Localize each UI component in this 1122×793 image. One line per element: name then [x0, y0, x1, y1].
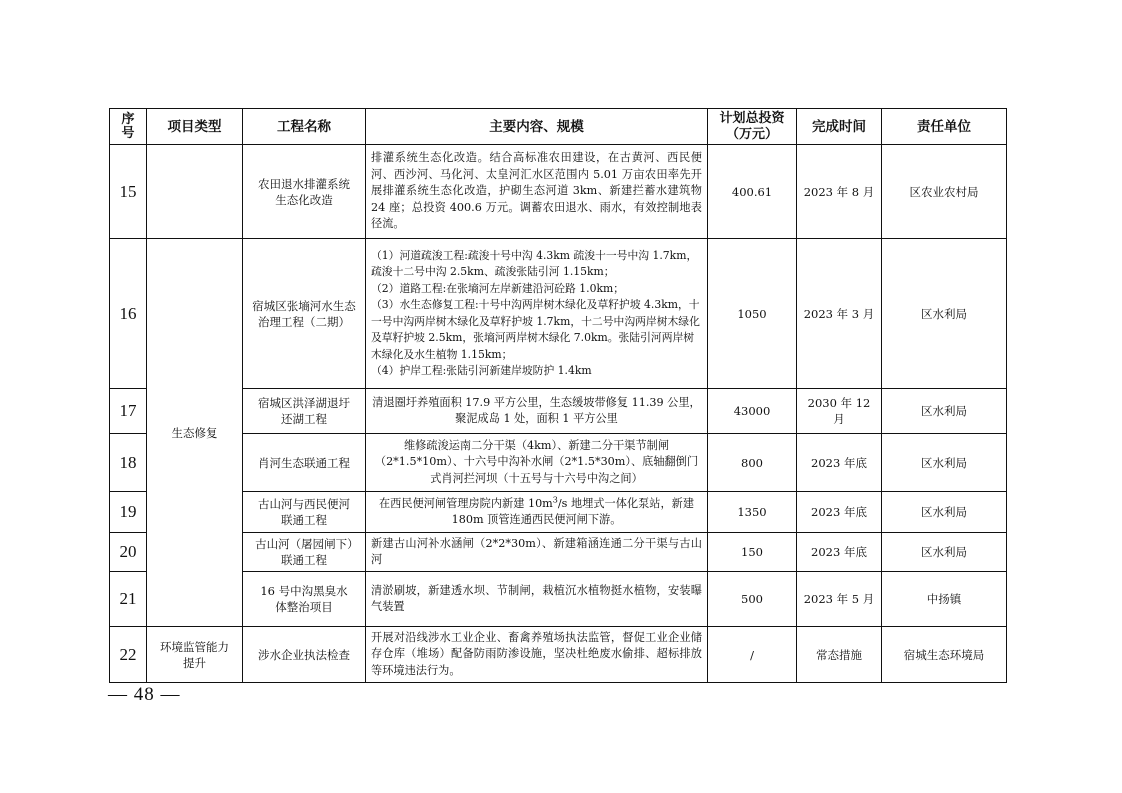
cell-content: 排灌系统生态化改造。结合高标准农田建设，在古黄河、西民便河、西沙河、马化河、太皇河汇水区范围内 5.01 万亩农田率先开展排灌系统生态化改造，护砌生态河道 3km、新建拦蓄水建筑物 24 座；总投资 400.6 万元。调蓄农田退水、雨水，有效控制地表径流。 [366, 145, 708, 239]
cell-time: 2030 年 12 月 [797, 389, 882, 434]
table-row [110, 627, 1007, 683]
cell-investment: 800 [708, 434, 797, 492]
cell-name: 农田退水排灌系统生态化改造 [243, 145, 366, 239]
cell-content: 维修疏浚运南二分干渠（4km）、新建二分干渠节制闸（2*1.5*10m）、十六号中沟补水闸（2*1.5*30m）、底轴翻倒门式肖河拦河坝（十五号与十六号中沟之间） [366, 434, 708, 492]
cell-name: 古山河与西民便河联通工程 [243, 492, 366, 533]
cell-seq: 21 [110, 572, 147, 627]
cell-seq: 22 [110, 627, 147, 683]
header-name: 工程名称 [243, 109, 366, 145]
cell-content [366, 492, 708, 533]
table-container [109, 108, 1007, 683]
cell-seq: 18 [110, 434, 147, 492]
cell-unit: 区水利局 [882, 434, 1007, 492]
cell-name: 肖河生态联通工程 [243, 434, 366, 492]
cell-investment: 43000 [708, 389, 797, 434]
cell-name: 宿城区张墒河水生态治理工程（二期） [243, 239, 366, 389]
header-seq: 序号 [110, 109, 147, 145]
content-line: （2）道路工程:在张墒河左岸新建沿河砼路 1.0km； [371, 281, 625, 295]
table-row [110, 239, 1007, 389]
table-row [110, 533, 1007, 572]
cell-name: 宿城区洪泽湖退圩还湖工程 [243, 389, 366, 434]
header-unit: 责任单位 [882, 109, 1007, 145]
cell-type-empty [147, 145, 243, 239]
header-investment: 计划总投资（万元） [708, 109, 797, 145]
content-sup: 3 [552, 494, 558, 504]
cell-time: 2023 年 3 月 [797, 239, 882, 389]
table-row [110, 389, 1007, 434]
cell-unit: 区水利局 [882, 389, 1007, 434]
cell-seq: 16 [110, 239, 147, 389]
cell-seq: 20 [110, 533, 147, 572]
cell-type: 环境监管能力提升 [147, 627, 243, 683]
cell-seq: 19 [110, 492, 147, 533]
content-pre: 在西民便河闸管理房院内新建 10m [378, 496, 553, 510]
header-time: 完成时间 [797, 109, 882, 145]
cell-time: 2023 年 8 月 [797, 145, 882, 239]
cell-time: 2023 年底 [797, 434, 882, 492]
cell-content: 清淤刷坡，新建透水坝、节制闸，栽植沉水植物挺水植物，安装曝气装置 [366, 572, 708, 627]
header-row [110, 109, 1007, 145]
content-line: （3）水生态修复工程:十号中沟两岸树木绿化及草籽护坡 4.3km，十一号中沟两岸树木绿化及草籽护坡 1.7km，十二号中沟两岸树木绿化及草籽护坡 2.5km，张墒河两岸树木绿化 7.0km。张陆引河两岸树木绿化及水生植物 1.15km； [371, 298, 700, 361]
content-line: （1）河道疏浚工程:疏浚十号中沟 4.3km 疏浚十一号中沟 1.7km，疏浚十二号中沟 2.5km、疏浚张陆引河 1.15km； [371, 248, 698, 278]
cell-unit: 区农业农村局 [882, 145, 1007, 239]
cell-unit: 区水利局 [882, 533, 1007, 572]
content-line: （4）护岸工程:张陆引河新建岸坡防护 1.4km [371, 364, 592, 377]
cell-content [366, 239, 708, 389]
table-row [110, 572, 1007, 627]
page-number: — 48 — [108, 684, 181, 705]
cell-investment: / [708, 627, 797, 683]
header-type: 项目类型 [147, 109, 243, 145]
cell-unit: 区水利局 [882, 492, 1007, 533]
cell-time: 常态措施 [797, 627, 882, 683]
table-row [110, 434, 1007, 492]
cell-unit: 中扬镇 [882, 572, 1007, 627]
cell-content: 清退圈圩养殖面积 17.9 平方公里，生态缓坡带修复 11.39 公里，聚泥成岛 1 处，面积 1 平方公里 [366, 389, 708, 434]
cell-content: 开展对沿线涉水工业企业、畜禽养殖场执法监管，督促工业企业储存仓库（堆场）配备防雨防渗设施，坚决杜绝废水偷排、超标排放等环境违法行为。 [366, 627, 708, 683]
header-content: 主要内容、规模 [366, 109, 708, 145]
cell-unit: 区水利局 [882, 239, 1007, 389]
cell-name: 古山河（屠园闸下）联通工程 [243, 533, 366, 572]
cell-seq: 17 [110, 389, 147, 434]
cell-unit: 宿城生态环境局 [882, 627, 1007, 683]
content-post: /s 地埋式一体化泵站，新建 180m 顶管连通西民便河闸下游。 [451, 496, 695, 526]
table-row [110, 492, 1007, 533]
cell-time: 2023 年 5 月 [797, 572, 882, 627]
cell-investment: 1050 [708, 239, 797, 389]
project-table [109, 108, 1007, 683]
cell-time: 2023 年底 [797, 533, 882, 572]
cell-name: 涉水企业执法检查 [243, 627, 366, 683]
cell-investment: 150 [708, 533, 797, 572]
cell-type-merged: 生态修复 [147, 239, 243, 627]
cell-seq: 15 [110, 145, 147, 239]
table-row [110, 145, 1007, 239]
cell-content: 新建古山河补水涵闸（2*2*30m）、新建箱涵连通二分干渠与古山河 [366, 533, 708, 572]
cell-investment: 400.61 [708, 145, 797, 239]
cell-name: 16 号中沟黑臭水体整治项目 [243, 572, 366, 627]
cell-investment: 1350 [708, 492, 797, 533]
cell-time: 2023 年底 [797, 492, 882, 533]
cell-investment: 500 [708, 572, 797, 627]
